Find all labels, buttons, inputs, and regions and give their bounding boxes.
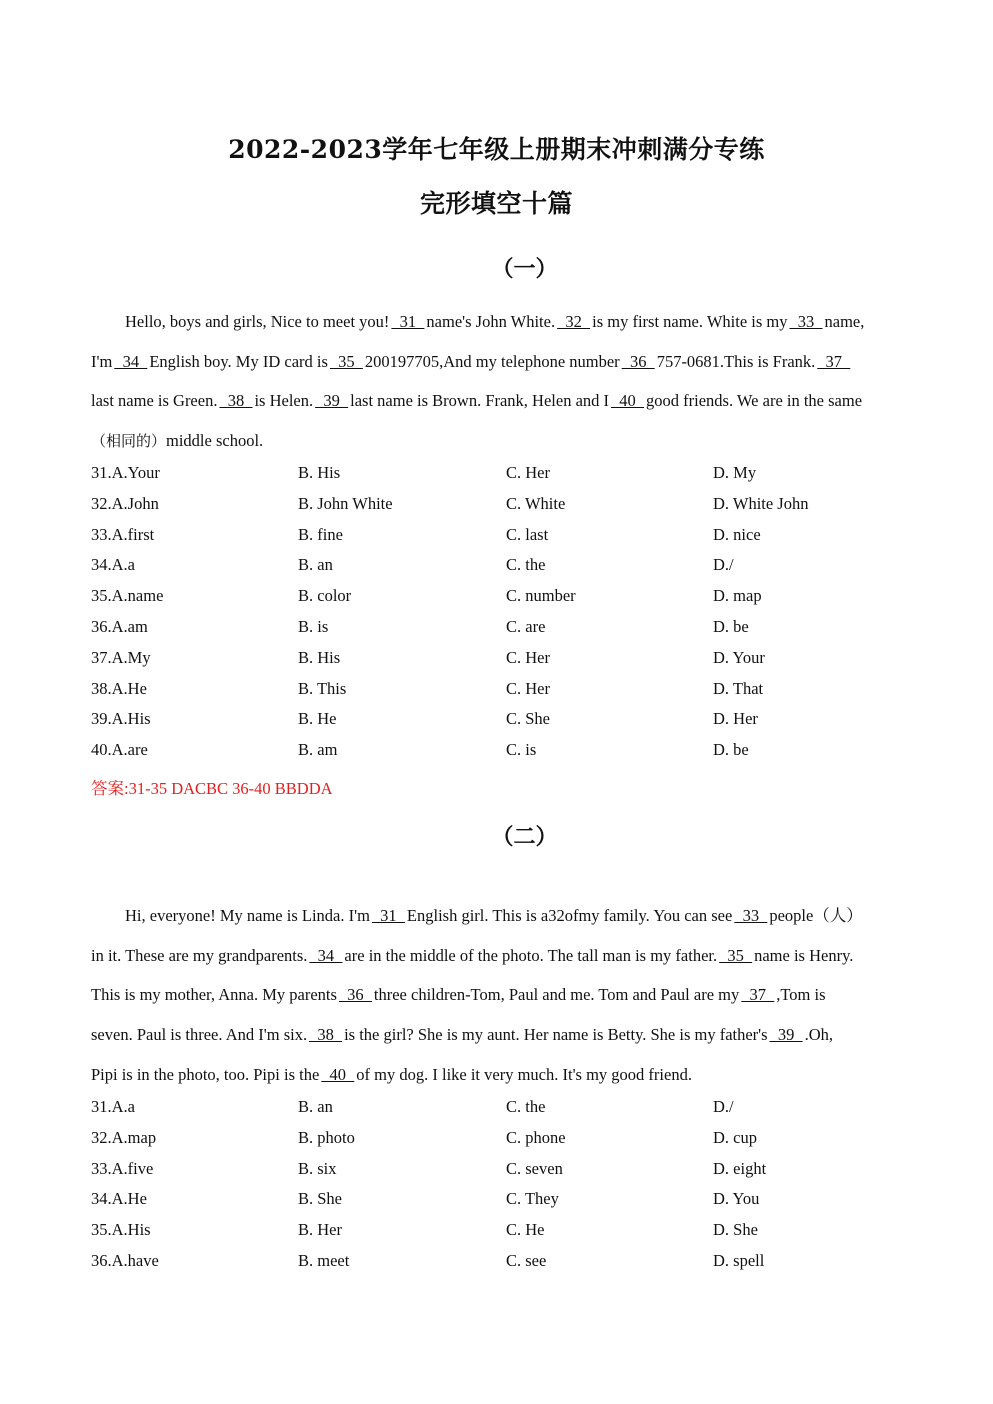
option-b: B. an: [298, 1097, 333, 1116]
option-b: B. His: [298, 647, 341, 667]
option-d: D. be: [713, 740, 749, 760]
option-row: [91, 740, 911, 771]
option-c: C. the: [506, 555, 546, 575]
answer-key: 答案:31-35 DACBC 36-40 BBDDA: [91, 779, 333, 798]
option-b: B. am: [298, 740, 338, 760]
option-c: C. Her: [506, 678, 550, 698]
options-list-2: [91, 1097, 911, 1282]
option-a: 34.A.He: [91, 1189, 147, 1209]
option-a: 36.A.have: [91, 1250, 159, 1270]
option-a: 32.A.John: [91, 493, 159, 513]
option-b: B. This: [298, 678, 347, 698]
option-b: B. Her: [298, 1220, 342, 1240]
passage-line: This is my mother, Anna. My parents 36 three children-Tom, Paul and me. Tom and Paul are my 37 ,Tom is: [91, 985, 826, 1005]
option-row: [91, 1189, 911, 1220]
option-row: [91, 555, 911, 586]
option-a: 37.A.My: [91, 647, 151, 667]
option-a: 40.A.are: [91, 740, 148, 760]
blank: 39: [769, 1025, 803, 1045]
option-d: D. That: [713, 678, 764, 698]
option-row: [91, 1220, 911, 1251]
option-b: B. meet: [298, 1250, 350, 1270]
option-b: B. six: [298, 1158, 337, 1178]
blank: 38: [219, 391, 253, 411]
option-row: [91, 494, 911, 525]
option-c: C. number: [506, 586, 576, 606]
option-c: C. She: [506, 709, 551, 729]
option-c: C. They: [506, 1189, 559, 1209]
option-b: B. an: [298, 555, 333, 575]
option-row: [91, 1251, 911, 1282]
blank: 32: [557, 312, 591, 331]
blank: 35: [329, 351, 363, 371]
blank: 33: [789, 312, 823, 331]
option-row: [91, 1159, 911, 1190]
option-b: B. He: [298, 709, 337, 729]
option-b: B. John White: [298, 493, 393, 513]
option-c: C. are: [506, 616, 546, 636]
option-d: D. cup: [713, 1127, 757, 1147]
passage-line: Hello, boys and girls, Nice to meet you! 31 name's John White. 32 is my first name. White is my 33 name,: [125, 312, 865, 331]
document-title: 2022-2023学年七年级上册期末冲刺满分专练: [228, 135, 765, 164]
blank: 40: [611, 391, 645, 411]
option-row: [91, 679, 911, 710]
option-d: D. spell: [713, 1250, 765, 1270]
option-a: 35.A.name: [91, 586, 164, 606]
blank: 31: [371, 906, 405, 925]
option-d: D. White John: [713, 493, 809, 513]
option-c: C. see: [506, 1250, 547, 1270]
option-b: B. She: [298, 1189, 343, 1209]
option-c: C. phone: [506, 1127, 566, 1147]
option-d: D. Her: [713, 709, 758, 729]
option-d: D. eight: [713, 1158, 767, 1178]
option-a: 33.A.five: [91, 1158, 154, 1178]
option-a: 36.A.am: [91, 616, 148, 636]
option-c: C. Her: [506, 463, 550, 482]
option-row: [91, 586, 911, 617]
option-row: [91, 648, 911, 679]
option-d: D. She: [713, 1220, 758, 1240]
option-d: D. Your: [713, 647, 765, 667]
blank: 35: [719, 945, 753, 965]
option-a: 38.A.He: [91, 678, 147, 698]
passage-line: in it. These are my grandparents. 34 are in the middle of the photo. The tall man is my father. 35 name is Henry.: [91, 945, 854, 965]
option-d: D. map: [713, 586, 762, 606]
option-d: D./: [713, 555, 734, 575]
option-a: 35.A.His: [91, 1220, 151, 1240]
passage-line: seven. Paul is three. And I'm six. 38 is the girl? She is my aunt. Her name is Betty. She is my father's 39 .Oh,: [91, 1025, 833, 1045]
option-d: D. You: [713, 1189, 760, 1209]
passage-2: [91, 896, 903, 1094]
option-d: D. be: [713, 616, 749, 636]
blank: 37: [741, 985, 775, 1005]
blank: 36: [338, 985, 372, 1005]
option-a: 39.A.His: [91, 709, 151, 729]
option-row: [91, 1097, 911, 1128]
option-d: D. My: [713, 463, 757, 482]
option-b: B. photo: [298, 1127, 355, 1147]
blank: 36: [621, 351, 655, 371]
option-row: [91, 1128, 911, 1159]
option-d: D. nice: [713, 524, 761, 544]
option-a: 32.A.map: [91, 1127, 157, 1147]
options-list-1: [91, 463, 911, 771]
option-b: B. color: [298, 586, 352, 606]
option-b: B. is: [298, 616, 329, 636]
blank: 38: [309, 1025, 343, 1045]
option-b: B. His: [298, 463, 341, 482]
option-b: B. fine: [298, 524, 343, 544]
passage-line: （相同的）middle school.: [91, 431, 264, 451]
option-a: 33.A.first: [91, 524, 155, 544]
option-row: [91, 709, 911, 740]
passage-line: I'm 34 English boy. My ID card is 35 200197705,And my telephone number 36 757-0681.This is Frank. 37: [91, 351, 851, 371]
option-row: [91, 525, 911, 556]
blank: 39: [315, 391, 349, 411]
blank: 40: [321, 1064, 355, 1084]
blank: 37: [817, 351, 851, 371]
option-c: C. White: [506, 493, 566, 513]
blank: 31: [391, 312, 425, 331]
option-c: C. seven: [506, 1158, 563, 1178]
option-row: [91, 617, 911, 648]
option-c: C. He: [506, 1220, 545, 1240]
option-a: 34.A.a: [91, 555, 135, 575]
passage-line: last name is Green. 38 is Helen. 39 last name is Brown. Frank, Helen and I 40 good friends. We are in the same: [91, 391, 863, 411]
option-a: 31.A.a: [91, 1097, 135, 1116]
blank: 33: [734, 906, 768, 925]
option-c: C. is: [506, 740, 537, 760]
blank: 34: [114, 351, 148, 371]
option-d: D./: [713, 1097, 734, 1116]
passage-1: [91, 302, 903, 461]
option-c: C. the: [506, 1097, 546, 1116]
passage-line: Hi, everyone! My name is Linda. I'm 31 English girl. This is a32ofmy family. You can see 33 people（人）: [125, 906, 863, 925]
blank: 34: [309, 945, 343, 965]
option-c: C. Her: [506, 647, 550, 667]
option-row: [91, 463, 911, 494]
section-heading-1: （一）: [491, 256, 558, 282]
option-a: 31.A.Your: [91, 463, 160, 482]
document-subtitle: 完形填空十篇: [419, 189, 573, 218]
option-c: C. last: [506, 524, 549, 544]
passage-line: Pipi is in the photo, too. Pipi is the 40 of my dog. I like it very much. It's my good friend.: [91, 1064, 692, 1084]
section-heading-2: （二）: [491, 824, 558, 850]
